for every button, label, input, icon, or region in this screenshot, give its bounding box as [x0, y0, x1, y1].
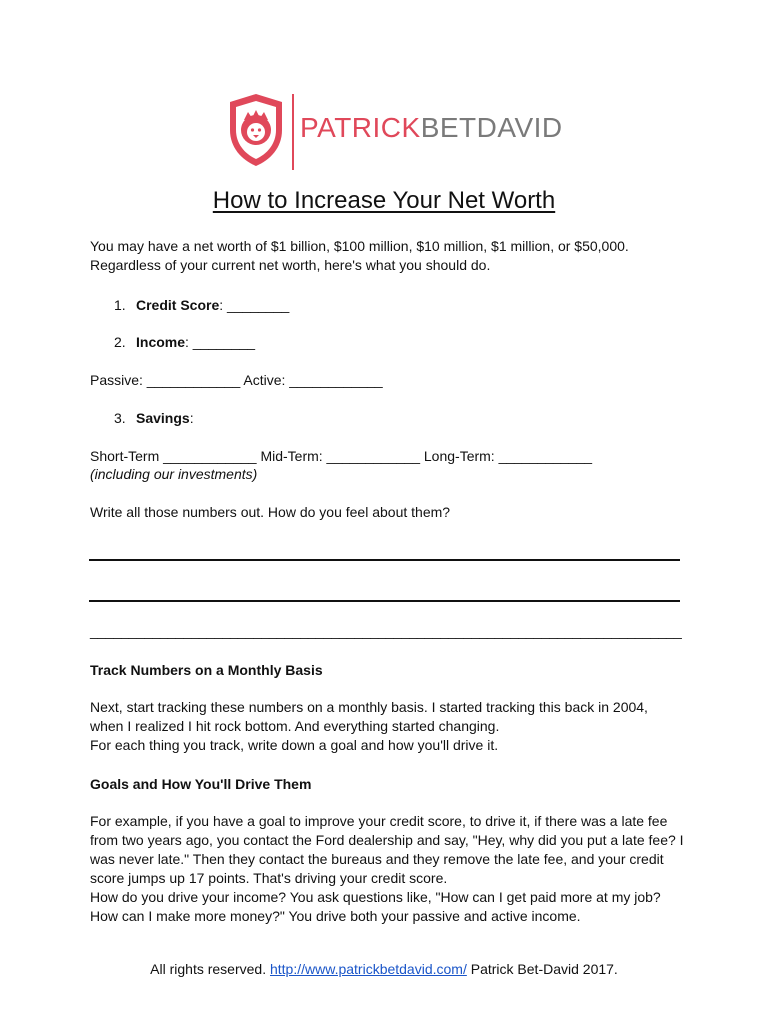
answer-line-2	[89, 600, 680, 602]
brand-last-name: BETDAVID	[420, 112, 563, 143]
footer	[0, 960, 768, 979]
footer-copyright: Patrick Bet-David 2017.	[470, 961, 618, 977]
page-title: How to Increase Your Net Worth	[212, 187, 556, 214]
answer-line-3: ____________________________________________________________________________	[90, 623, 682, 639]
paragraph-line: How do you drive your income? You ask questions like, "How can I get paid more at my job?	[90, 889, 661, 905]
paragraph-line: from two years ago, you contact the Ford dealership and say, "Hey, why did you put a late fee? I	[90, 832, 684, 848]
intro-line-2: Regardless of your current net worth, here's what you should do.	[90, 257, 491, 273]
section-heading-goals-text: Goals and How You'll Drive Them	[90, 776, 312, 792]
savings-note: (including our investments)	[90, 466, 258, 482]
paragraph-line: For each thing you track, write down a goal and how you'll drive it.	[90, 737, 499, 753]
brand-first-name: PATRICK	[300, 112, 421, 143]
paragraph-line: was never late." Then they contact the bureaus and they remove the late fee, and your credit	[90, 851, 664, 867]
paragraph-line: For example, if you have a goal to improve your credit score, to drive it, if there was a late fee	[90, 813, 668, 829]
item-2	[136, 333, 255, 352]
footer-rights: All rights reserved.	[150, 961, 267, 977]
section-heading-track	[90, 661, 323, 680]
item-1	[136, 296, 289, 315]
section-heading-goals	[90, 775, 311, 794]
income-breakdown-line: Passive: ____________ Active: ____________	[90, 372, 383, 388]
intro-line-1: You may have a net worth of $1 billion, $100 million, $10 million, $1 million, or $50,000.	[90, 238, 629, 254]
savings-breakdown-line: Short-Term ____________ Mid-Term: ____________ Long-Term: ____________	[90, 448, 593, 464]
paragraph-line: How can I make more money?" You drive both your passive and active income.	[90, 908, 581, 924]
section-goals-paragraph	[90, 812, 690, 926]
answer-line-1	[89, 559, 680, 561]
paragraph-line: Next, start tracking these numbers on a monthly basis. I started tracking this back in 2004,	[90, 699, 648, 715]
brand-name	[300, 112, 563, 144]
section-heading-track-text: Track Numbers on a Monthly Basis	[90, 662, 323, 678]
savings-colon: :	[189, 410, 194, 426]
credit-score-label: Credit Score	[136, 297, 220, 313]
item-3-number: 3.	[114, 410, 126, 426]
item-2-number: 2.	[114, 334, 126, 350]
lion-crest-icon	[226, 92, 286, 168]
website-link[interactable]: http://www.patrickbetdavid.com/	[269, 961, 467, 977]
paragraph-line: when I realized I hit rock bottom. And everything started changing.	[90, 718, 500, 734]
item-3	[136, 409, 194, 428]
section-track-paragraph	[90, 698, 690, 755]
savings-label: Savings	[136, 410, 190, 426]
income-label: Income	[136, 334, 186, 350]
income-blank: : ________	[185, 334, 256, 350]
item-1-number: 1.	[114, 297, 126, 313]
header-divider	[292, 94, 294, 170]
brand-header	[226, 92, 563, 172]
paragraph-line: score jumps up 17 points. That's driving your credit score.	[90, 870, 448, 886]
credit-score-blank: : ________	[219, 297, 290, 313]
write-prompt: Write all those numbers out. How do you feel about them?	[90, 504, 451, 520]
